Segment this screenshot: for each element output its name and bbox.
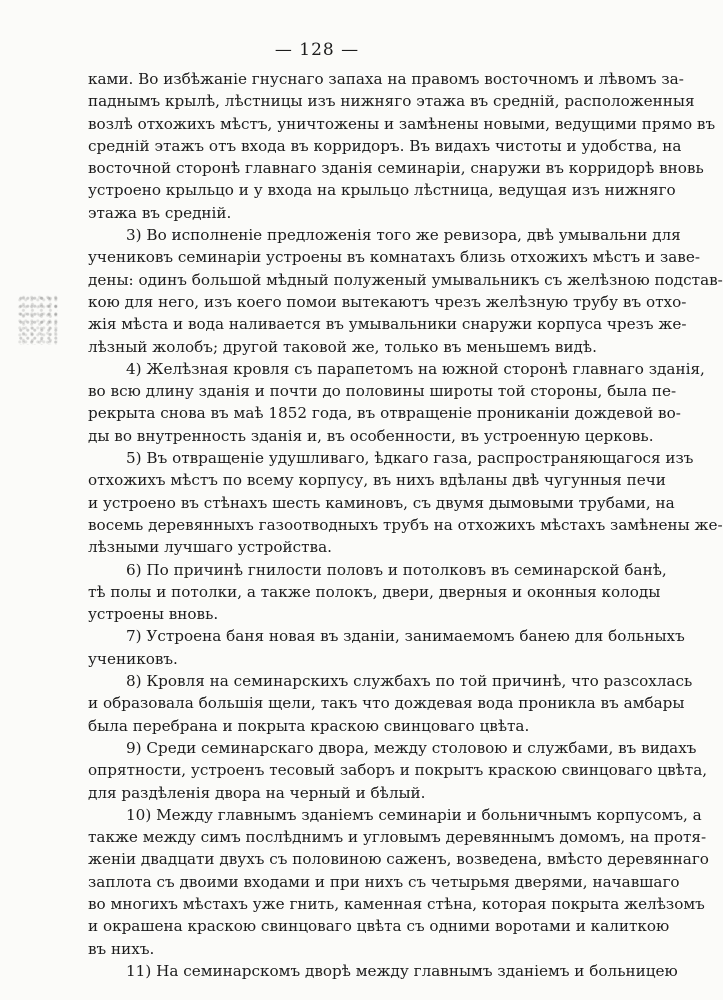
- text-line: 9) Среди семинарскаго двора, между столовою и службами, въ видахъ: [126, 738, 697, 757]
- text-line: учениковъ.: [88, 649, 178, 668]
- text-line: рекрыта снова въ маѣ 1852 года, въ отвращеніе прониканіи дождевой во-: [88, 404, 681, 423]
- text-line: средній этажъ отъ входа въ корридоръ. Въ видахъ чистоты и удобства, на: [88, 136, 682, 155]
- text-line: 3) Во исполненіе предложенія того же ревизора, двѣ умывальни для: [126, 226, 681, 245]
- text-line: 6) По причинѣ гнилости половъ и потолковъ въ семинарской банѣ,: [126, 560, 667, 579]
- text-line: и образовала большія щели, такъ что дождевая вода проникла въ амбары: [88, 694, 685, 713]
- text-line: устроено крыльцо и у входа на крыльцо лѣстница, ведущая изъ нижняго: [88, 181, 676, 200]
- text-line: кою для него, изъ коего помои вытекаютъ чрезъ желѣзную трубу въ отхо-: [88, 292, 687, 311]
- text-line: дены: одинъ большой мѣдный полуженый умывальникъ съ желѣзною подстав-: [88, 270, 723, 289]
- paper-smudge: [18, 295, 58, 345]
- text-line: лѣзными лучшаго устройства.: [88, 538, 332, 557]
- text-line: была перебрана и покрыта краскою свинцоваго цвѣта.: [88, 716, 530, 735]
- text-line: ды во внутренность зданія и, въ особенности, въ устроенную церковь.: [88, 426, 654, 445]
- text-line: въ нихъ.: [88, 939, 155, 958]
- text-line: во всю длину зданія и почти до половины широты той стороны, была пе-: [88, 382, 677, 401]
- text-line: 10) Между главнымъ зданіемъ семинаріи и больничнымъ корпусомъ, а: [126, 805, 702, 824]
- text-line: 8) Кровля на семинарскихъ службахъ по той причинѣ, что разсохлась: [126, 672, 693, 691]
- text-line: жія мѣста и вода наливается въ умывальники снаружи корпуса чрезъ же-: [88, 315, 687, 334]
- text-line: восемь деревянныхъ газоотводныхъ трубъ на отхожихъ мѣстахъ замѣнены же-: [88, 515, 723, 534]
- text-line: этажа въ средній.: [88, 203, 232, 222]
- text-line: паднымъ крылѣ, лѣстницы изъ нижняго этажа въ средній, расположенныя: [88, 92, 695, 111]
- text-line: 5) Въ отвращеніе удушливаго, ѣдкаго газа, распространяющагося изъ: [126, 449, 694, 468]
- text-line: во многихъ мѣстахъ уже гнить, каменная стѣна, которая покрыта желѣзомъ: [88, 894, 705, 913]
- text-line: учениковъ семинаріи устроены въ комнатахъ близь отхожихъ мѣстъ и заве-: [88, 248, 700, 267]
- text-line: и окрашена краскою свинцоваго цвѣта съ одними воротами и калиткою: [88, 917, 670, 936]
- page-number: — 128 —: [274, 40, 360, 60]
- text-line: лѣзный жолобъ; другой таковой же, только въ меньшемъ видѣ.: [88, 337, 597, 356]
- text-line: отхожихъ мѣстъ по всему корпусу, въ нихъ вдѣланы двѣ чугунныя печи: [88, 471, 666, 490]
- text-line: заплота съ двоими входами и при нихъ съ четырьмя дверями, начавшаго: [88, 872, 680, 891]
- text-body: [88, 68, 723, 982]
- text-line: 11) На семинарскомъ дворѣ между главнымъ зданіемъ и больницею: [126, 961, 678, 980]
- text-line: и устроено въ стѣнахъ шесть каминовъ, съ двумя дымовыми трубами, на: [88, 493, 675, 512]
- text-line: тѣ полы и потолки, а также полокъ, двери, дверныя и оконныя колоды: [88, 582, 661, 601]
- text-line: 4) Желѣзная кровля съ парапетомъ на южной сторонѣ главнаго зданія,: [126, 359, 705, 378]
- text-line: возлѣ отхожихъ мѣстъ, уничтожены и замѣнены новыми, ведущими прямо въ: [88, 114, 716, 133]
- text-line: опрятности, устроенъ тесовый заборъ и покрытъ краскою свинцоваго цвѣта,: [88, 761, 708, 780]
- text-line: восточной сторонѣ главнаго зданія семинаріи, снаружи въ корридорѣ вновь: [88, 159, 704, 178]
- text-line: также между симъ послѣднимъ и угловымъ деревяннымъ домомъ, на протя-: [88, 828, 707, 847]
- text-line: женіи двадцати двухъ съ половиною саженъ, возведена, вмѣсто деревяннаго: [88, 850, 709, 869]
- text-line: ками. Во избѣжаніе гнуснаго запаха на правомъ восточномъ и лѣвомъ за-: [88, 70, 684, 88]
- text-line: устроены вновь.: [88, 605, 219, 624]
- text-line: для раздѣленія двора на черный и бѣлый.: [88, 783, 426, 802]
- text-line: 7) Устроена баня новая въ зданіи, занимаемомъ банею для больныхъ: [126, 627, 685, 646]
